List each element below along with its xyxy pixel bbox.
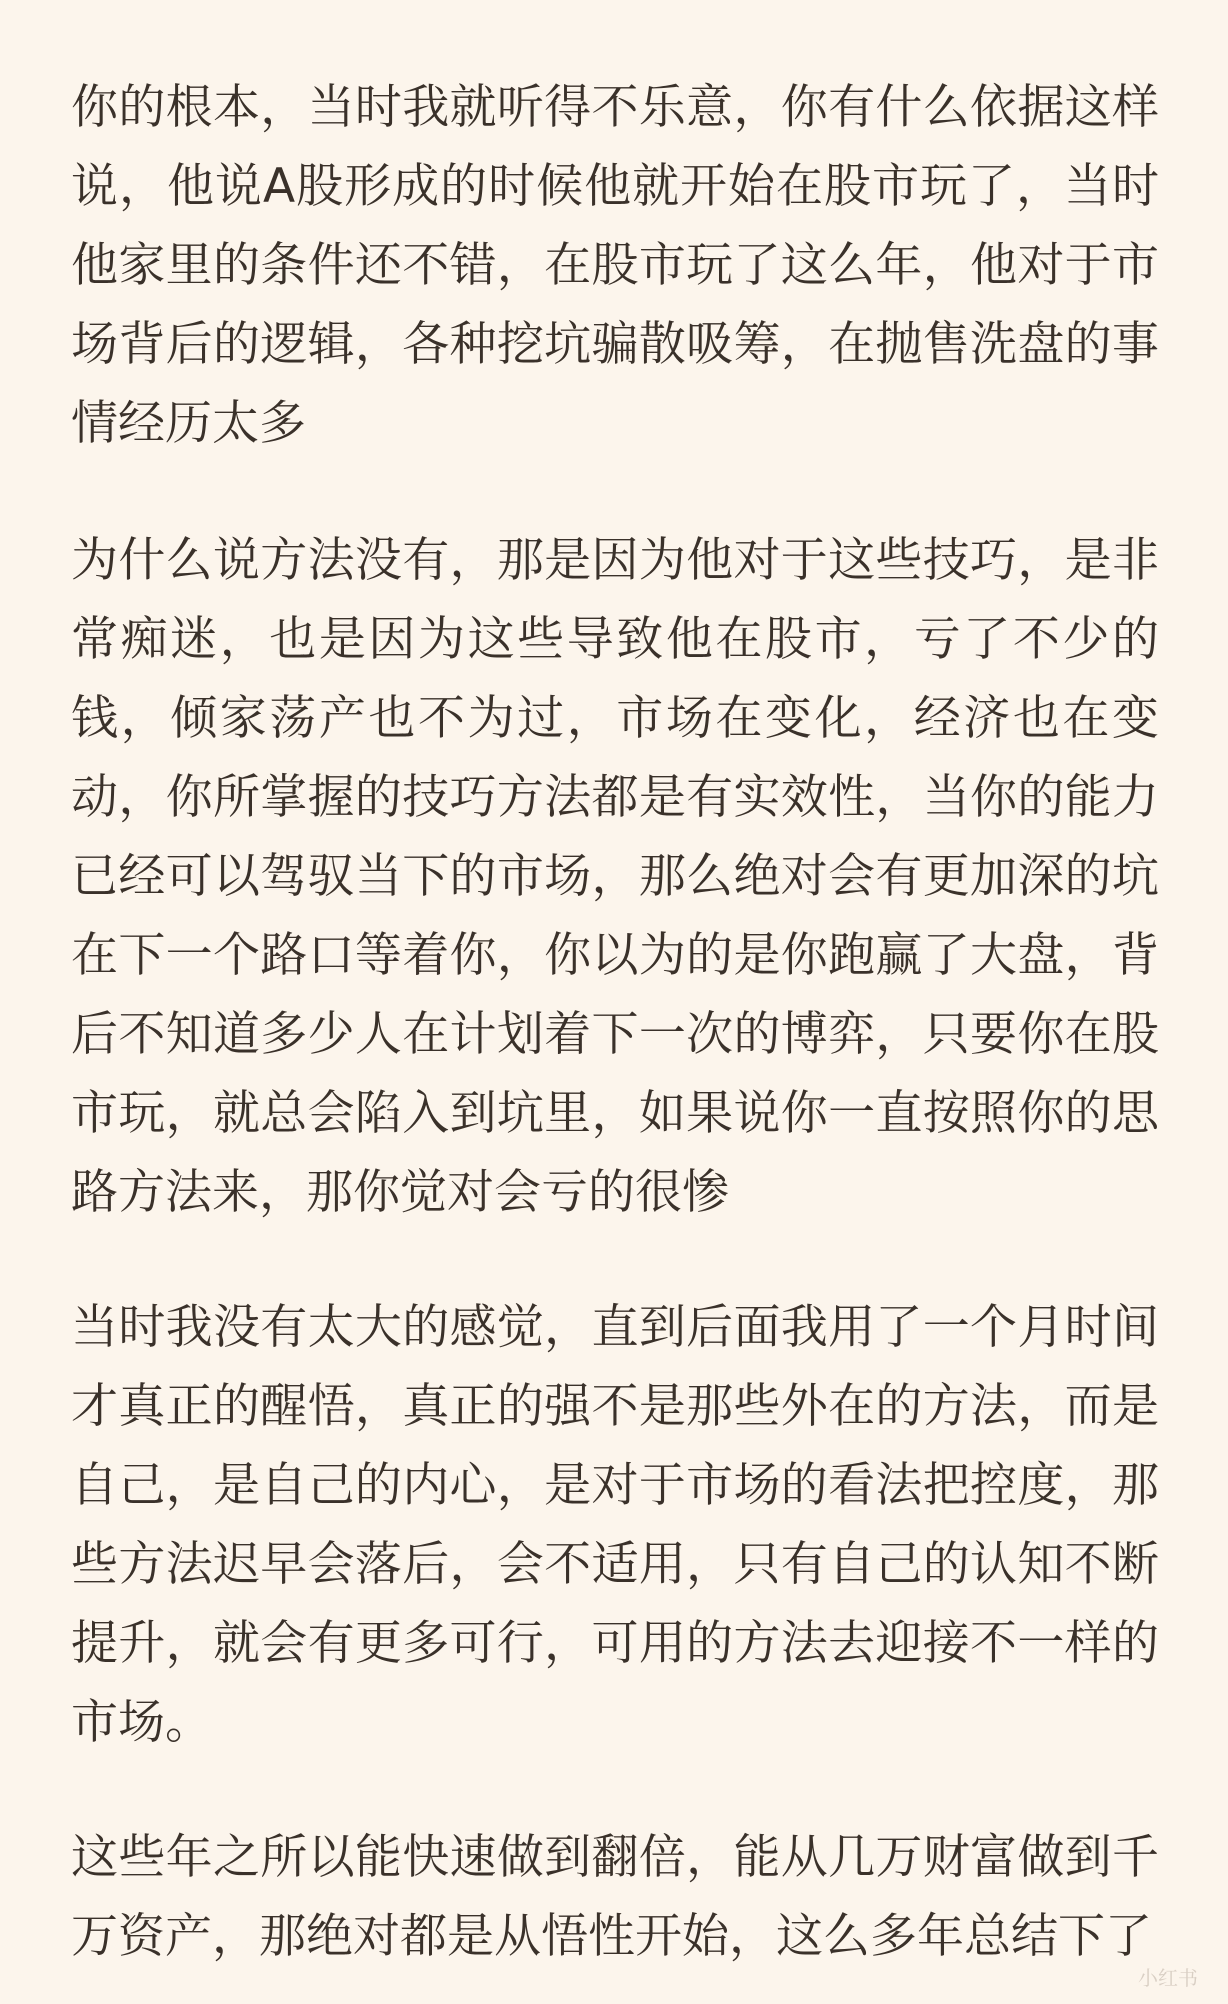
paragraph-1 [71, 68, 1159, 463]
text-line: 才真正的醒悟，真正的强不是那些外在的方法，而是 [71, 1379, 1159, 1434]
text-line: 已经可以驾驭当下的市场，那么绝对会有更加深的坑 [71, 849, 1159, 904]
text-line: 这些年之所以能快速做到翻倍，能从几万财富做到千 [71, 1830, 1159, 1885]
text-line: 他家里的条件还不错，在股市玩了这么年，他对于市 [71, 238, 1159, 293]
text-line: 市玩，就总会陷入到坑里，如果说你一直按照你的思 [71, 1086, 1159, 1141]
watermark-logo: 小红书 [1138, 1966, 1198, 1990]
text-line: 路方法来，那你觉对会亏的很惨 [71, 1165, 729, 1220]
text-line: 后不知道多少人在计划着下一次的博弈，只要你在股 [71, 1007, 1159, 1062]
paragraph-3 [71, 1288, 1159, 1762]
text-line: 钱，倾家荡产也不为过，市场在变化，经济也在变 [71, 691, 1159, 746]
text-line: 当时我没有太大的感觉，直到后面我用了一个月时间 [71, 1300, 1159, 1355]
paragraph-2 [71, 521, 1159, 1232]
text-line: 情经历太多 [71, 396, 306, 451]
paragraph-4 [71, 1818, 1159, 1976]
text-line: 你的根本，当时我就听得不乐意，你有什么依据这样 [71, 80, 1159, 135]
text-line: 动，你所掌握的技巧方法都是有实效性，当你的能力 [71, 770, 1159, 825]
text-line: 场背后的逻辑，各种挖坑骗散吸筹，在抛售洗盘的事 [71, 317, 1159, 372]
text-line: 万资产，那绝对都是从悟性开始，这么多年总结下了 [71, 1909, 1152, 1964]
text-line: 自己，是自己的内心，是对于市场的看法把控度，那 [71, 1458, 1159, 1513]
text-line: 提升，就会有更多可行，可用的方法去迎接不一样的 [71, 1616, 1159, 1671]
text-line: 在下一个路口等着你，你以为的是你跑赢了大盘，背 [71, 928, 1159, 983]
text-line: 说，他说A股形成的时候他就开始在股市玩了，当时 [71, 159, 1159, 214]
text-line: 些方法迟早会落后，会不适用，只有自己的认知不断 [71, 1537, 1159, 1592]
text-line: 市场。 [71, 1695, 212, 1750]
text-line: 常痴迷，也是因为这些导致他在股市，亏了不少的 [71, 612, 1159, 667]
text-line: 为什么说方法没有，那是因为他对于这些技巧，是非 [71, 533, 1159, 588]
